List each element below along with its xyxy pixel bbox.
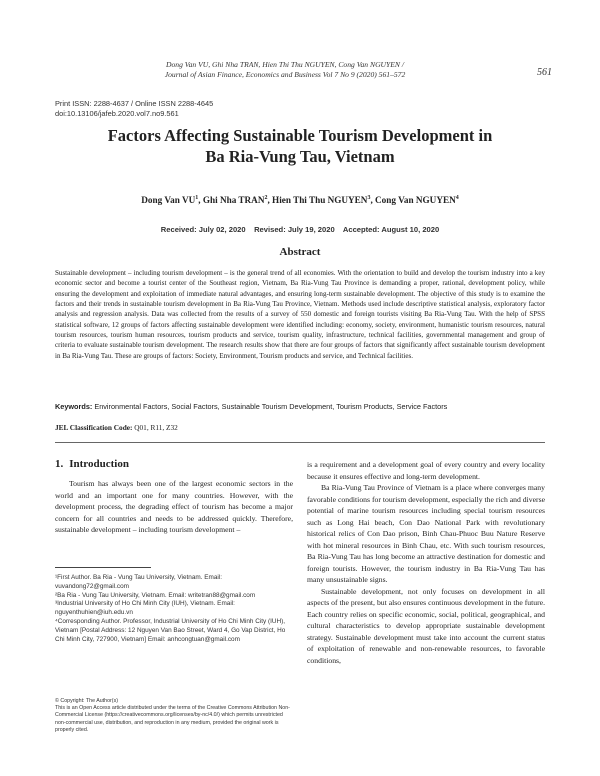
author-affiliation-mark: 4 (455, 195, 459, 201)
author-name: Dong Van VU (141, 195, 196, 206)
section-heading (55, 458, 129, 470)
running-header (130, 60, 440, 80)
section-number: 1. (55, 458, 64, 470)
copyright-line: © Copyright: The Author(s) (55, 698, 118, 704)
keywords-line (55, 402, 545, 411)
footnotes (55, 574, 293, 644)
section-title: Introduction (69, 458, 129, 470)
title-line-1: Factors Affecting Sustainable Tourism Development in (107, 126, 493, 145)
doi-line: doi:10.13106/jafeb.2020.vol7.no9.561 (55, 109, 179, 118)
submission-dates: Received: July 02, 2020 Revised: July 19, 2020 Accepted: August 10, 2020 (160, 225, 440, 234)
author-list: Dong Van $VU^1$, Ghi Nha TRAN$^2$, Hien Thi Thu NGUYEN$^3$, Cong Van NGUYEN$^4$ (141, 195, 459, 206)
issn-line: Print ISSN: 2288-4637 / Online ISSN 2288-4645 (55, 99, 214, 108)
footnote-1: ¹First Author. Ba Ria - Vung Tau University, Vietnam. Email: vuvandong72@gmail.com (55, 574, 223, 590)
jel-label: JEL Classification Code: (55, 423, 133, 432)
paper-title (40, 125, 560, 167)
abstract-heading: Abstract (279, 246, 321, 258)
body-paragraph: Tourism has always been one of the largest economic sectors in the world and an important one for many countries. However, with the development process, the degrading effect of tourism has become a major concern for all countries and needs to be addressed quickly. Therefore, sustainable development – including tourism development – (55, 479, 293, 534)
footnote-2: ²Ba Ria - Vung Tau University, Vietnam. Email: writetran88@gmail.com (55, 591, 256, 599)
body-paragraph: is a requirement and a development goal of every country and every locality because it ensures effective and long-term development. (307, 460, 545, 481)
author-affiliation-mark: 3 (367, 195, 371, 201)
author-name: Ghi Nha TRAN (202, 195, 265, 206)
jel-line (55, 423, 545, 432)
copyright-notice (55, 698, 293, 734)
footnote-3: ³Industrial University of Ho Chi Minh City (IUH), Vietnam. Email: nguyenthuhien@iuh.edu.vn (55, 600, 235, 617)
license-text: This is an Open Access article distributed under the terms of the Creative Commons Attribution Non-Commercial License (https://creativecommons.org/licenses/by-nc/4.0/) which permits unrestricted non-commercial use, distribution, and reproduction in any medium, provided the original work is properly cited. (55, 705, 290, 733)
section-divider (55, 442, 545, 443)
keywords-text: Environmental Factors, Social Factors, Sustainable Tourism Development, Tourism Products, Service Factors (94, 402, 448, 411)
author-affiliation-mark: 2 (264, 195, 268, 201)
keywords-label: Keywords: (55, 402, 93, 411)
header-citation-journal: Journal of Asian Finance, Economics and Business Vol 7 No 9 (2020) 561–572 (164, 70, 406, 79)
body-column-right (307, 459, 545, 666)
abstract-text: Sustainable development – including tourism development – is the general trend of all economies. With the orientation to build and develop the tourism industry into a key economic sector and become a tourist center of the Southeast region, Vietnam, Ba Ria-Vung Tau Province is demanding a proper, rational, development policy, while ensuring the development and exploitation of immediate natural advantages, and ensuring long-term sustainable development. The objective of this study is to examine the factors and their trends in sustainable tourism development in Ba Ria-Vung Tau Province, Vietnam. Methods used include descriptive statistical analysis, exploratory factor analysis and regression analysis. Data was collected from the results of a survey of 550 domestic and foreign tourists visiting Ba Ria-Vung Tau. With the help of SPSS statistical software, 12 groups of factors affecting sustainable development were identified including: economy, society, environment, humanistic tourism resources, natural tourism resources, tourism human resources, tourism products and service, tourism quality, infrastructure, technical facilities, governmental management and group of criteria to evaluate sustainable tourism development. The research results show that there are four groups of factors that significantly affect sustainable tourism development in Ba Ria-Vung Tau. These are groups of factors: Society, Environment, Tourism products and service, and Technical facilities. (55, 269, 545, 360)
jel-codes: Q01, R11, Z32 (134, 423, 178, 432)
author-name: Cong Van NGUYEN (375, 195, 456, 206)
page-number: 561 (537, 67, 552, 78)
title-line-2: Ba Ria-Vung Tau, Vietnam (205, 147, 395, 166)
footnote-4: ⁴Corresponding Author. Professor, Industrial University of Ho Chi Minh City (IUH), Vietnam [Postal Address: 12 Nguyen Van Bao Street, Ward 4, Go Vap District, Ho Chi Minh City, 727900, Vietnam] Email: anhcongtuan@gmail.com (55, 617, 286, 643)
author-name: Hien Thi Thu NGUYEN (272, 195, 368, 206)
header-citation-authors: Dong Van VU, Ghi Nha TRAN, Hien Thi Thu NGUYEN, Cong Van NGUYEN / (166, 60, 404, 69)
footnote-rule (55, 567, 151, 568)
body-paragraph: Sustainable development, not only focuses on development in all aspects of the present, but also ensures continuous development in the future. Each country relies on specific economic, social, political, geographical, and cultural characteristics to develop appropriate sustainable development strategy. Sustainable development must take into account the current status of exploitation of renewable and non-renewable resources, to favorable conditions, (307, 586, 545, 665)
issn-block (55, 99, 213, 119)
author-affiliation-mark: 1 (195, 195, 199, 201)
body-column-left (55, 478, 293, 536)
body-paragraph: Ba Ria-Vung Tau Province of Vietnam is a place where converges many favorable conditions for tourism development, especially the rich and diverse potential of marine tourism resources including special tourism resources such as Long Hai beach, Con Dao National Park with revolutionary historical relics of Con Dao prison, Binh Chau-Phuoc Buu Nature Reserve with hot mineral resources in Binh Chau, etc. With such tourism resources, Ba Ria-Vung Tau has long become an attractive destination for domestic and foreign tourists. However, the tourism industry in Ba Ria-Vung Tau has many unsustainable signs. (307, 483, 545, 584)
